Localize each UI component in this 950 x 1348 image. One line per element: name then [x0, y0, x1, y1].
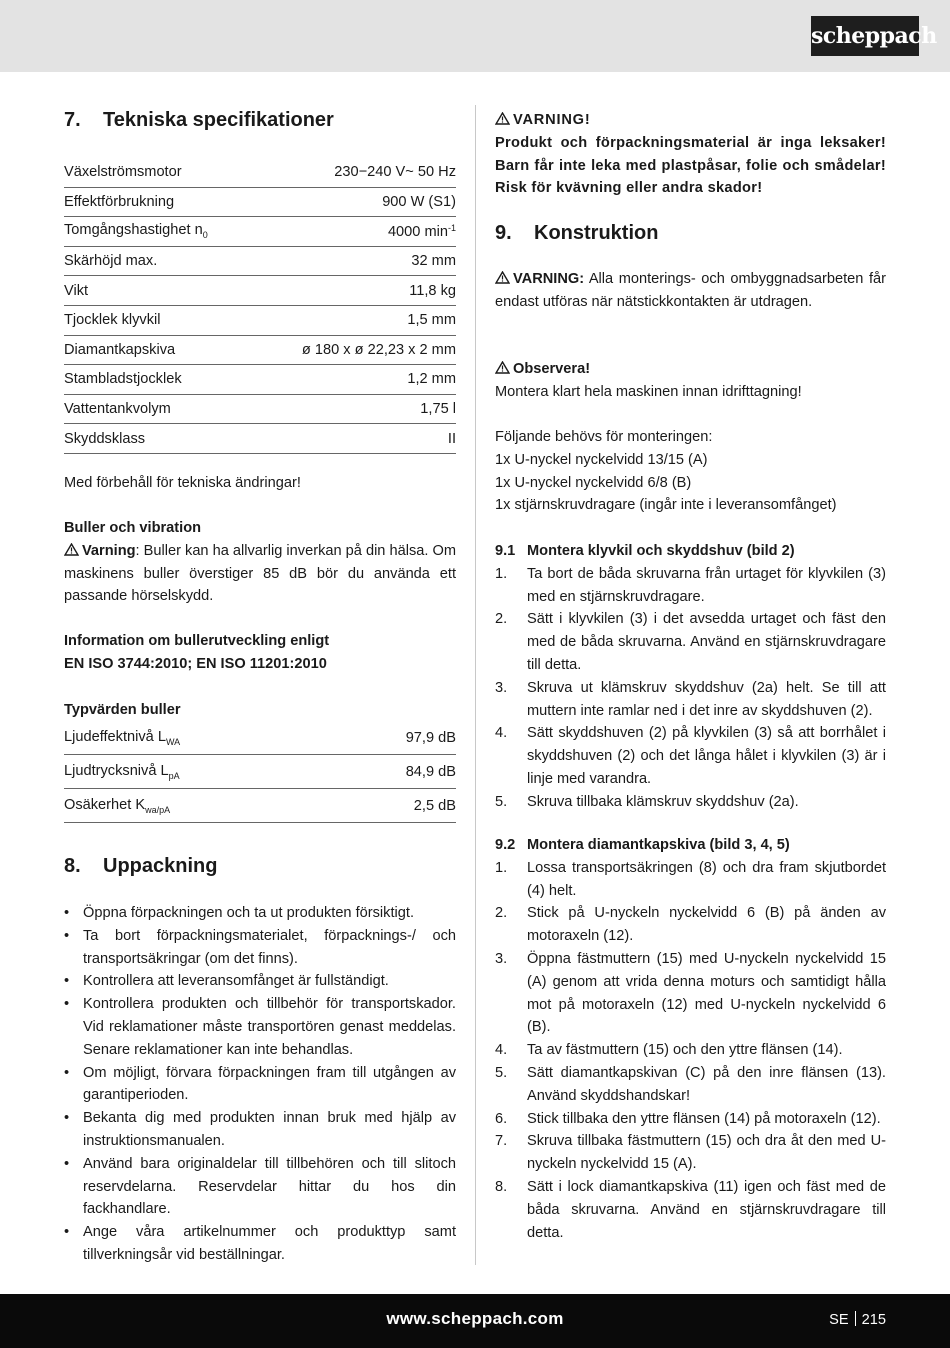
- step-item: [495, 948, 886, 1039]
- step-text: Sätt diamantkapskivan (C) på den inre flänsen (13). Använd skyddshandskar!: [527, 1064, 886, 1104]
- step-number: 5.: [495, 793, 508, 810]
- step-text: Sätt i lock diamantkapskiva (11) igen och fäst med de båda skruvarna. Använd en stjärnskruvdragare till detta.: [527, 1178, 886, 1241]
- typ-heading: Typvärden buller: [64, 702, 181, 718]
- page-number-value: 215: [861, 1312, 886, 1328]
- footer-bar: [0, 1294, 950, 1348]
- step-text: Stick tillbaka den yttre flänsen (14) på motoraxeln (12).: [527, 1110, 881, 1127]
- packaging-warning-label-line: [495, 109, 886, 132]
- list-item: • Kontrollera att leveransomfånget är fullständigt.: [64, 970, 456, 993]
- spec-value-text: 32 mm: [411, 253, 456, 270]
- noise-row: [64, 755, 456, 789]
- packaging-warning-text: Produkt och förpackningsmaterial är inga leksaker! Barn får inte leka med plastpåsar, folie och smådelar! Risk för kvävning eller andra skador!: [495, 134, 886, 197]
- steps-list: [495, 857, 886, 1245]
- spec-value: [448, 431, 456, 447]
- spec-label-text: Vattentankvolym: [64, 401, 171, 418]
- list-item: • Om möjligt, förvara förpackningen fram till utgången av garantiperioden.: [64, 1062, 456, 1108]
- step-number: 4.: [495, 725, 508, 742]
- noise-value: 2,5 dB: [413, 797, 456, 814]
- spec-value-superscript: -1: [447, 222, 456, 233]
- noise-label-subscript: wa/pA: [145, 804, 171, 815]
- needed-intro: Följande behövs för monteringen:: [495, 429, 713, 445]
- step-number: 1.: [495, 565, 508, 582]
- packaging-warning: [495, 109, 886, 200]
- observe-text: Montera klart hela maskinen innan idrifttagning!: [495, 383, 802, 400]
- step-number: 7.: [495, 1133, 508, 1150]
- spec-value: [407, 371, 456, 387]
- warning-triangle-icon: [495, 271, 510, 284]
- step-text: Lossa transportsäkringen (8) och dra fram skjutbordet (4) helt.: [527, 859, 886, 899]
- section-title: Tekniska specifikationer: [103, 109, 334, 131]
- step-item: [495, 1130, 886, 1176]
- warning-triangle-icon: [495, 361, 510, 374]
- spec-label-text: Tjocklek klyvkil: [64, 312, 161, 329]
- step-number: 2.: [495, 611, 508, 628]
- noise-table: [64, 721, 456, 823]
- noise-value: 84,9 dB: [405, 763, 456, 780]
- step-item: [495, 677, 886, 723]
- noise-label: [64, 763, 180, 781]
- section-9-heading: [495, 220, 658, 246]
- noise-label-text: Osäkerhet K: [64, 796, 146, 813]
- section-title: Uppackning: [103, 855, 218, 877]
- spec-label-text: Tomgångshastighet n: [64, 222, 203, 239]
- step-item: [495, 791, 886, 814]
- subsection-heading: [495, 540, 886, 563]
- spec-value: [407, 312, 456, 328]
- reservation-note: Med förbehåll för tekniska ändringar!: [64, 475, 301, 491]
- step-item: [495, 1176, 886, 1244]
- noise-label: [64, 797, 170, 815]
- spec-label: [64, 312, 161, 328]
- spec-label-text: Diamantkapskiva: [64, 341, 176, 358]
- spec-value-text: II: [447, 430, 456, 447]
- step-number: 5.: [495, 1064, 508, 1081]
- brand-logo: scheppach: [811, 16, 919, 56]
- step-item: [495, 563, 886, 609]
- spec-row: [64, 247, 456, 277]
- step-text: Ta bort de båda skruvarna från urtaget för klyvkilen (3) med en stjärnskruvdragare.: [527, 565, 886, 605]
- spec-row: [64, 217, 456, 247]
- spec-label-text: Skyddsklass: [64, 430, 146, 447]
- section-number: 9.: [495, 222, 512, 244]
- noise-warning-label: Varning: [82, 542, 136, 559]
- page-number: [829, 1311, 886, 1328]
- spec-label-text: Stambladstjocklek: [64, 371, 182, 388]
- step-item: [495, 1039, 886, 1062]
- noise-label-text: Ljudeffektnivå L: [64, 728, 166, 745]
- spec-label: [64, 401, 171, 417]
- list-item: • Använd bara originaldelar till tillbehören och till slitoch reservdelarna. Reservdelar hittar du hos din fackhandlare.: [64, 1153, 456, 1221]
- section-7-heading: [64, 107, 334, 133]
- step-number: 3.: [495, 679, 508, 696]
- subsection-title: Montera klyvkil och skyddshuv (bild 2): [527, 543, 795, 559]
- steps-list: [495, 563, 886, 814]
- step-text: Öppna fästmuttern (15) med U-nyckeln nyckelvidd 15 (A) genom att vrida denna moturs och samtidigt hålla mot på motoraxeln (12) med U-nyckeln nyckelvidd 6 (B).: [527, 950, 886, 1036]
- spec-row: [64, 188, 456, 218]
- spec-label-subscript: 0: [202, 230, 208, 241]
- step-item: [495, 722, 886, 790]
- step-text: Skruva ut klämskruv skyddshuv (2a) helt. Se till att muttern inte ramlar ned i det inre av skyddshuven (2).: [527, 679, 886, 719]
- step-text: Sätt skyddshuven (2) på klyvkilen (3) så att borrhålet i skyddshuven (2) och det långa hålet i klyvkilen (3) är i linje med varandra.: [527, 725, 886, 787]
- step-text: Skruva tillbaka klämskruv skyddshuv (2a).: [527, 793, 799, 810]
- step-text: Sätt i klyvkilen (3) i det avsedda urtaget och fäst den med de båda skruvarna. Använd en stjärnskruvdragare till detta.: [527, 611, 886, 673]
- spec-value: [334, 164, 456, 180]
- needed-item: 1x stjärnskruvdragare (ingår inte i leveransomfånget): [495, 497, 837, 514]
- noise-value: 97,9 dB: [405, 729, 456, 746]
- noise-label-subscript: pA: [168, 770, 180, 781]
- list-item: • Ta bort förpackningsmaterialet, förpacknings-/ och transportsäkringar (om det finns).: [64, 925, 456, 971]
- step-number: 6.: [495, 1110, 508, 1127]
- spec-value: [302, 342, 456, 358]
- step-item: [495, 902, 886, 948]
- subsection-heading: [495, 834, 886, 857]
- spec-label-text: Effektförbrukning: [64, 193, 175, 210]
- spec-row: [64, 336, 456, 366]
- spec-row: [64, 424, 456, 454]
- noise-heading: Buller och vibration: [64, 520, 202, 536]
- spec-value-text: 11,8 kg: [409, 282, 456, 299]
- observe-label-line: [495, 358, 886, 381]
- subsection-number: 9.1: [495, 543, 516, 559]
- section-8-heading: [64, 853, 217, 879]
- spec-row: [64, 158, 456, 188]
- spec-value-text: 1,2 mm: [407, 371, 456, 388]
- step-text: Skruva tillbaka fästmuttern (15) och dra åt den med U-nyckeln nyckelvidd 15 (A).: [527, 1133, 886, 1173]
- spec-value: [411, 253, 456, 269]
- step-item: [495, 608, 886, 676]
- column-divider: [475, 105, 476, 1265]
- spec-label: [64, 222, 208, 240]
- observe-label: Observera!: [513, 361, 591, 377]
- spec-label: [64, 342, 175, 358]
- section-number: 8.: [64, 855, 81, 877]
- warning-triangle-icon: [495, 112, 510, 125]
- unpacking-list: [64, 902, 456, 1267]
- step-number: 8.: [495, 1178, 508, 1195]
- step-number: 1.: [495, 859, 508, 876]
- section-title: Konstruktion: [534, 222, 659, 244]
- spec-row: [64, 365, 456, 395]
- noise-label-subscript: WA: [165, 736, 181, 747]
- noise-label-text: Ljudtrycksnivå L: [64, 762, 169, 779]
- list-item: • Öppna förpackningen och ta ut produkten försiktigt.: [64, 902, 456, 925]
- noise-section: [64, 517, 456, 608]
- step-item: [495, 1108, 886, 1131]
- spec-value-text: 230−240 V~ 50 Hz: [334, 164, 456, 181]
- subsection-9-2: [495, 834, 886, 1244]
- step-item: [495, 857, 886, 903]
- step-number: 4.: [495, 1042, 508, 1059]
- noise-warning-text: : Buller kan ha allvarlig inverkan på din hälsa. Om maskinens buller överstiger 85 dB bör du använda ett passande hörselskydd.: [64, 542, 456, 605]
- spec-value-text: 1,5 mm: [407, 312, 456, 329]
- noise-row: [64, 721, 456, 755]
- language-code: SE: [829, 1312, 849, 1328]
- needed-tools: [495, 426, 886, 517]
- step-number: 3.: [495, 950, 508, 967]
- header-bar: [0, 0, 950, 72]
- assembly-warning: [495, 268, 886, 314]
- spec-value: [382, 194, 456, 210]
- list-item: • Kontrollera produkten och tillbehör för transportskador. Vid reklamationer måste transportören genast meddelas. Senare reklamationer kan inte behandlas.: [64, 993, 456, 1061]
- spec-row: [64, 306, 456, 336]
- noise-label: [64, 729, 180, 747]
- step-text: Stick på U-nyckeln nyckelvidd 6 (B) på änden av motoraxeln (12).: [527, 905, 886, 945]
- assembly-warning-label: VARNING:: [513, 271, 585, 287]
- spec-label-text: Vikt: [64, 282, 89, 299]
- spec-table: [64, 158, 456, 454]
- spec-value-text: 900 W (S1): [382, 193, 456, 210]
- needed-item: 1x U-nyckel nyckelvidd 6/8 (B): [495, 474, 692, 491]
- spec-value: [409, 283, 456, 299]
- spec-value-text: ø 180 x ø 22,23 x 2 mm: [301, 341, 456, 358]
- list-item: • Bekanta dig med produkten innan bruk med hjälp av instruktionsmanualen.: [64, 1107, 456, 1153]
- noise-warning: [64, 540, 456, 608]
- spec-label: [64, 164, 182, 180]
- spec-value-text: 4000 min: [387, 223, 448, 240]
- footer-url: www.scheppach.com: [386, 1309, 564, 1328]
- assembly-warning-text: Alla monterings- och ombyggnadsarbeten får endast utföras när nätstickkontakten är utdragen.: [495, 271, 886, 310]
- packaging-warning-label: VARNING!: [513, 112, 591, 128]
- noise-row: [64, 789, 456, 823]
- step-text: Ta av fästmuttern (15) och den yttre flänsen (14).: [527, 1042, 843, 1059]
- spec-label: [64, 371, 182, 387]
- spec-label-text: Växelströmsmotor: [64, 164, 182, 181]
- list-item: • Ange våra artikelnummer och produkttyp samt tillverkningsår vid beställningar.: [64, 1221, 456, 1267]
- needed-list: [495, 449, 886, 517]
- step-number: 2.: [495, 905, 508, 922]
- subsection-9-1: [495, 540, 886, 814]
- spec-label: [64, 194, 174, 210]
- spec-label: [64, 431, 145, 447]
- observe-note: [495, 358, 886, 404]
- step-item: [495, 1062, 886, 1108]
- spec-value: [388, 223, 456, 240]
- spec-label-text: Skärhöjd max.: [64, 253, 158, 270]
- info-heading-line-1: Information om bullerutveckling enligt: [64, 633, 330, 649]
- subsection-title: Montera diamantkapskiva (bild 3, 4, 5): [527, 837, 790, 853]
- page-separator: [855, 1311, 856, 1326]
- spec-row: [64, 395, 456, 425]
- spec-value: [420, 401, 456, 417]
- spec-value-text: 1,75 l: [420, 401, 456, 418]
- spec-label: [64, 283, 88, 299]
- subsection-number: 9.2: [495, 837, 516, 853]
- spec-row: [64, 276, 456, 306]
- needed-item: 1x U-nyckel nyckelvidd 13/15 (A): [495, 451, 708, 468]
- spec-label: [64, 253, 157, 269]
- info-heading: [64, 630, 456, 676]
- warning-triangle-icon: [64, 543, 79, 556]
- info-heading-line-2: EN ISO 3744:2010; EN ISO 11201:2010: [64, 655, 327, 672]
- section-number: 7.: [64, 109, 81, 131]
